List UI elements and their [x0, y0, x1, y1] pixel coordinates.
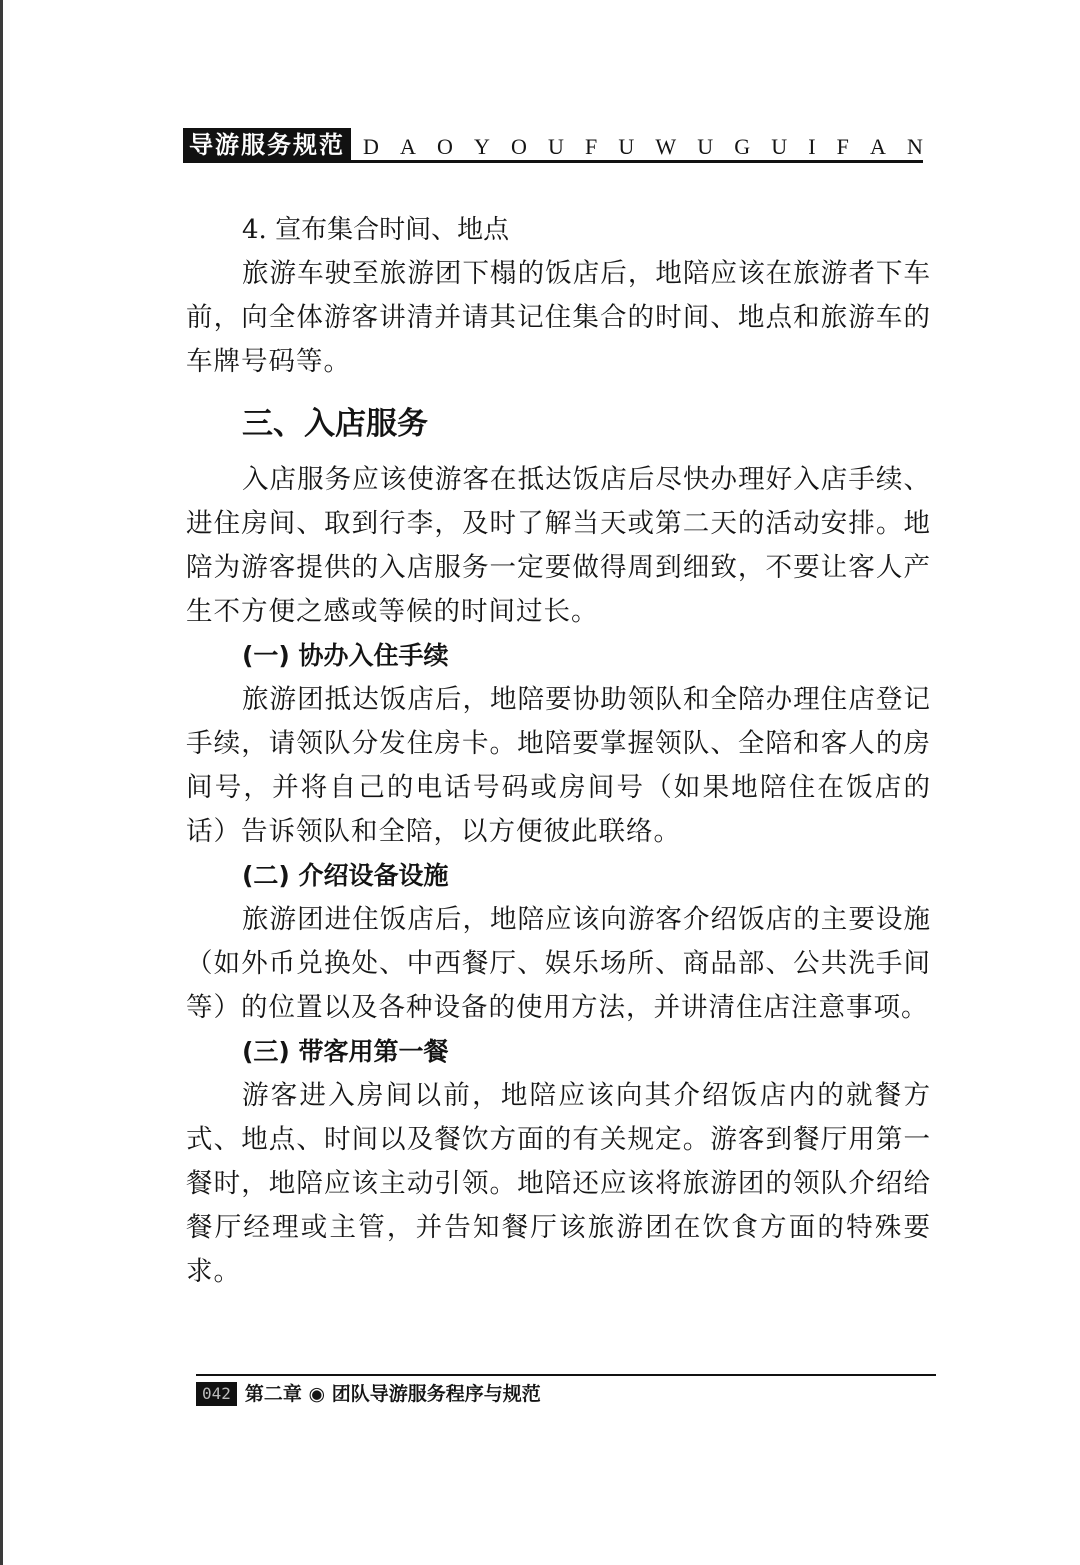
- paragraph: 旅游团进住饭店后，地陪应该向游客介绍饭店的主要设施（如外币兑换处、中西餐厅、娱乐场所、商品部、公共洗手间等）的位置以及各种设备的使用方法，并讲清住店注意事项。: [186, 904, 931, 1023]
- sub-heading: (二) 介绍设备设施: [242, 861, 449, 890]
- book-title-pinyin: [363, 128, 923, 162]
- pinyin-letter: U: [697, 134, 714, 159]
- pinyin-letter: F: [585, 134, 598, 159]
- running-footer: [196, 1380, 541, 1408]
- paragraph: 游客进入房间以前，地陪应该向其介绍饭店内的就餐方式、地点、时间以及餐饮方面的有关规定。游客到餐厅用第一餐时，地陪应该主动引领。地陪还应该将旅游团的领队介绍给餐厅经理或主管，并告知餐厅该旅游团在饮食方面的特殊要求。: [186, 1080, 931, 1287]
- pinyin-letter: U: [548, 134, 564, 159]
- pinyin-letter: U: [618, 134, 635, 159]
- sub-heading: (三) 带客用第一餐: [242, 1037, 449, 1066]
- chapter-title: 第二章 ◉ 团队导游服务程序与规范: [244, 1383, 541, 1405]
- pinyin-letter: O: [511, 134, 527, 159]
- sub-heading: (一) 协办入住手续: [242, 641, 449, 670]
- pinyin-letter: I: [808, 134, 816, 159]
- pinyin-letter: O: [437, 134, 453, 159]
- paragraph: 旅游团抵达饭店后，地陪要协助领队和全陪办理住店登记手续，请领队分发住房卡。地陪要掌握领队、全陪和客人的房间号，并将自己的电话号码或房间号（如果地陪住在饭店的话）告诉领队和全陪，以方便彼此联络。: [186, 684, 931, 847]
- pinyin-letter: D: [363, 134, 379, 159]
- running-header: [183, 128, 923, 162]
- section-title: 三、入店服务: [242, 406, 428, 442]
- header-rule: [183, 160, 923, 163]
- book-title: 导游服务规范: [183, 128, 351, 162]
- footer-rule: [196, 1374, 936, 1376]
- pinyin-letter: A: [400, 134, 416, 159]
- item-heading: 4. 宣布集合时间、地点: [242, 215, 510, 245]
- pinyin-letter: Y: [474, 134, 490, 159]
- pinyin-letter: F: [836, 134, 849, 159]
- paragraph: 旅游车驶至旅游团下榻的饭店后，地陪应该在旅游者下车前，向全体游客讲清并请其记住集合的时间、地点和旅游车的车牌号码等。: [186, 258, 931, 377]
- paragraph: 入店服务应该使游客在抵达饭店后尽快办理好入店手续、进住房间、取到行李，及时了解当天或第二天的活动安排。地陪为游客提供的入店服务一定要做得周到细致，不要让客人产生不方便之感或等候的时间过长。: [186, 464, 931, 627]
- pinyin-letter: A: [870, 134, 886, 159]
- pinyin-letter: N: [907, 134, 923, 159]
- page-number: 042: [196, 1382, 237, 1406]
- pinyin-letter: W: [655, 134, 677, 159]
- pinyin-letter: U: [771, 134, 788, 159]
- pinyin-letter: G: [734, 134, 751, 159]
- page-body: [186, 208, 931, 1294]
- page-edge: [0, 0, 3, 1565]
